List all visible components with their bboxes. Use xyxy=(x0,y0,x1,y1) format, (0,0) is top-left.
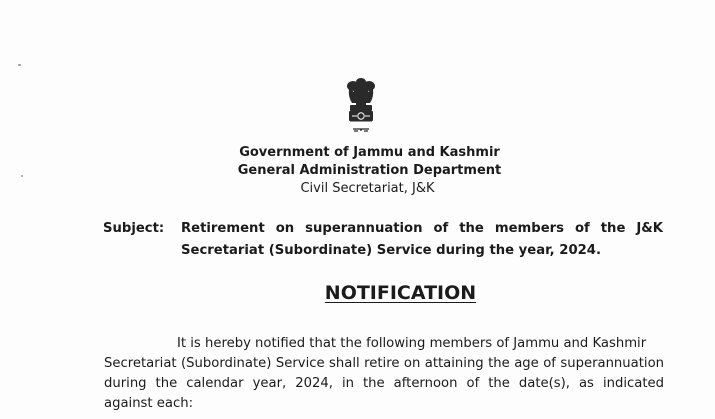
body-line-3: during the calendar year, 2024, in the afternoon of the date(s), as indicated xyxy=(104,376,664,391)
notification-heading: NOTIFICATION xyxy=(324,282,477,304)
body-line-4: against each: xyxy=(104,396,194,411)
state-emblem xyxy=(343,73,379,141)
office-address: Civil Secretariat, J&K xyxy=(300,181,435,196)
subject-line-1: Retirement on superannuation of the members of the J&K xyxy=(181,221,663,236)
department-title: General Administration Department xyxy=(237,163,502,178)
notification-heading-wrap xyxy=(0,282,715,304)
subject-label: Subject: xyxy=(103,221,165,236)
scan-speck xyxy=(18,64,21,66)
government-title: Government of Jammu and Kashmir xyxy=(239,145,500,160)
body-line-1: It is hereby notified that the following members of Jammu and Kashmir xyxy=(177,336,647,351)
body-line-2: Secretariat (Subordinate) Service shall retire on attaining the age of superannuation xyxy=(104,356,664,371)
state-emblem-icon xyxy=(343,73,379,141)
subject-line-2: Secretariat (Subordinate) Service during the year, 2024. xyxy=(181,243,601,258)
